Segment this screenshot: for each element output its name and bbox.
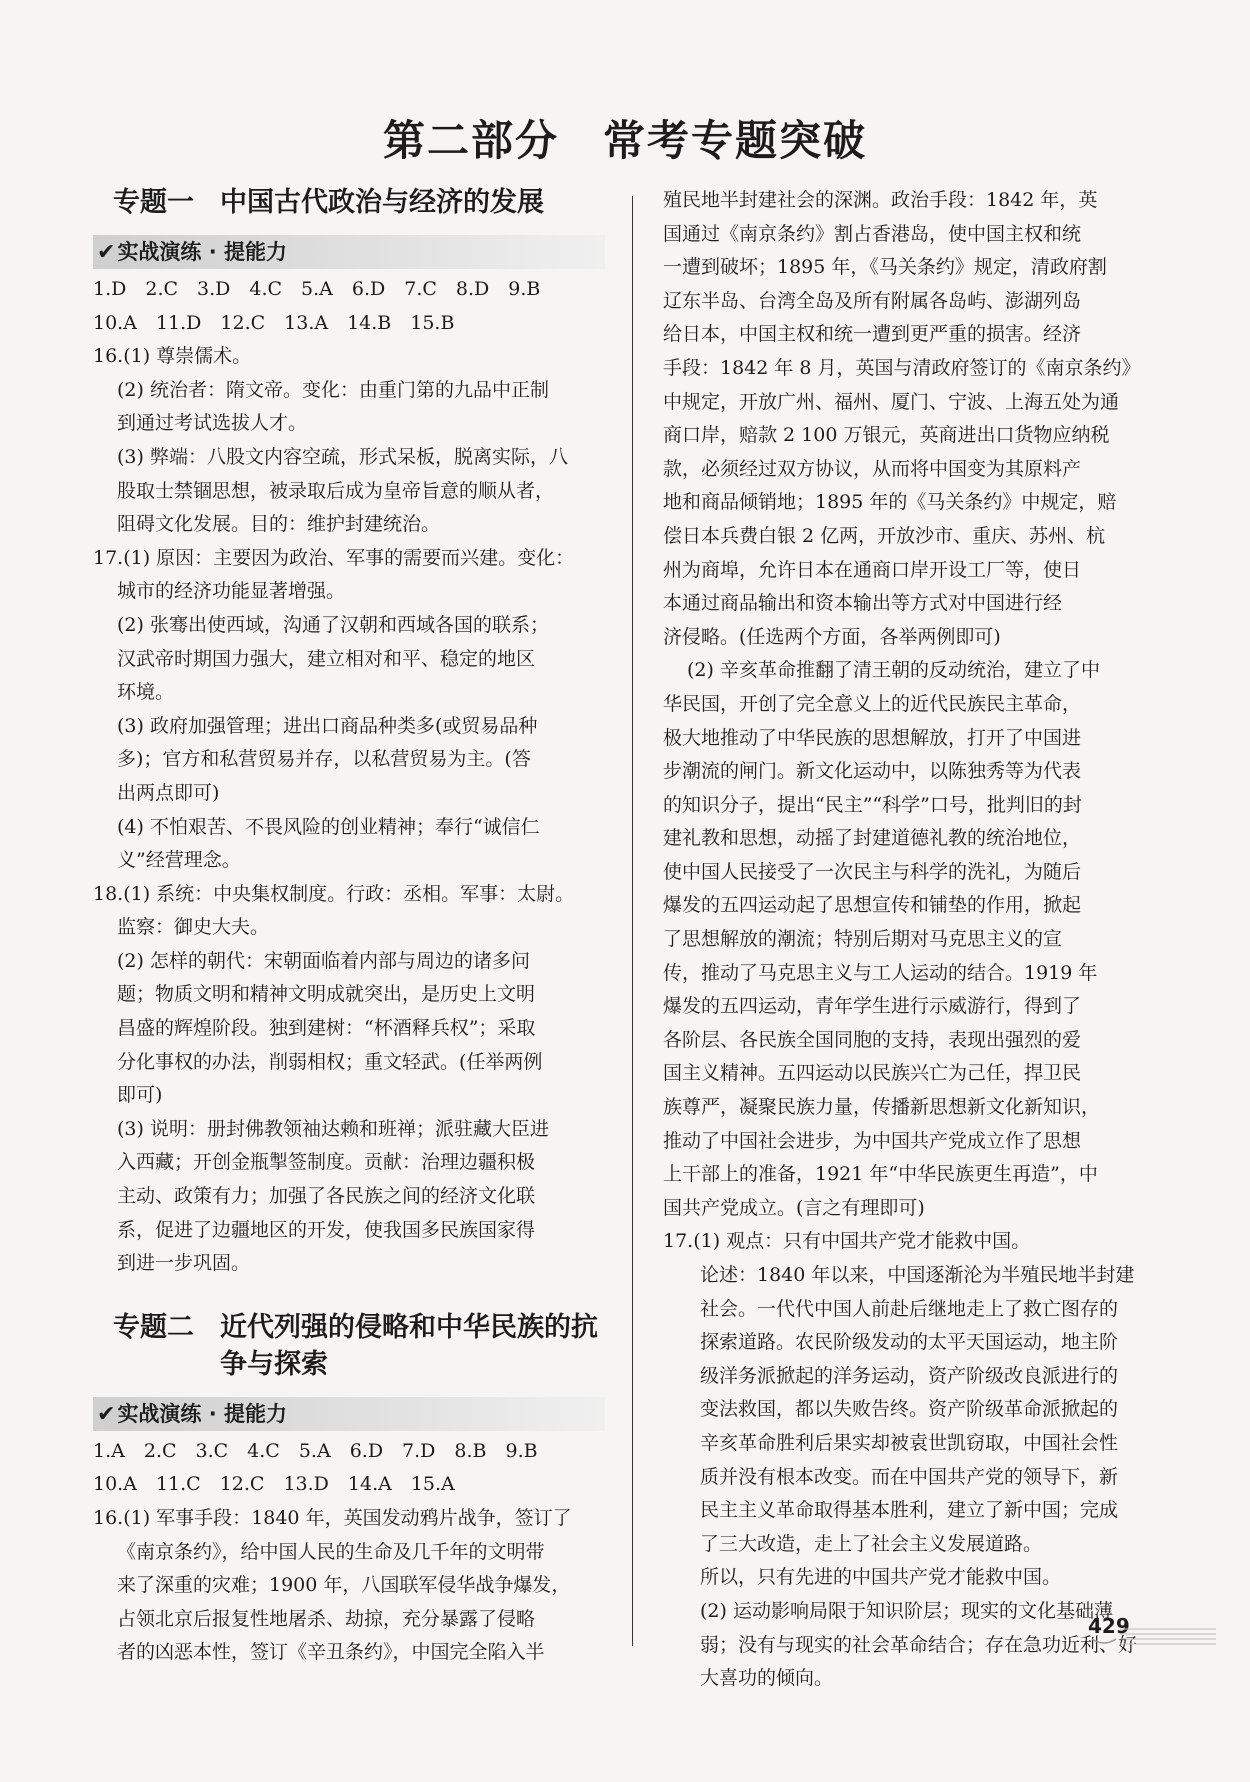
answer-line: 辛亥革命胜利后果实却被袁世凯窃取，中国社会性 — [700, 1431, 1119, 1454]
answer-line: 民主主义革命取得基本胜利，建立了新中国；完成 — [700, 1499, 1119, 1522]
check-icon: ✔ — [97, 240, 116, 265]
section-2-heading — [113, 1309, 605, 1383]
answer-line: 多)；官方和私营贸易并存，以私营贸易为主。(答 — [117, 748, 531, 771]
answer-line: 股取士禁锢思想，被录取后成为皇帝旨意的顺从者， — [117, 479, 555, 502]
answer-line: 本通过商品输出和资本输出等方式对中国进行经 — [663, 592, 1063, 615]
answer-line: 殖民地半封建社会的深渊。政治手段：1842 年，英 — [663, 189, 1098, 211]
answer-line: 城市的经济功能显著增强。 — [117, 580, 346, 603]
answer-line: 爆发的五四运动，青年学生进行示威游行，得到了 — [663, 995, 1082, 1018]
answer-line: 探索道路。农民阶级发动的太平天国运动，地主阶 — [700, 1331, 1119, 1354]
answer-line: 所以，只有先进的中国共产党才能救中国。 — [700, 1566, 1062, 1589]
answer-line: 爆发的五四运动起了思想宣传和铺垫的作用，掀起 — [663, 894, 1082, 917]
section-1-answers — [93, 273, 605, 1281]
answer-line: (2) 辛亥革命推翻了清王朝的反动统治，建立了中 — [687, 659, 1100, 682]
footer-decoration — [1090, 1625, 1218, 1647]
answer-line: 极大地推动了中华民族的思想解放，打开了中国进 — [663, 726, 1082, 749]
answer-line: 分化事权的办法，削弱相权；重文轻武。(任举两例 — [117, 1050, 543, 1073]
answer-line: 1.A 2.C 3.C 4.C 5.A 6.D 7.D 8.B 9.B — [93, 1439, 538, 1462]
answer-line: 大喜功的倾向。 — [700, 1667, 834, 1690]
answer-line: 传，推动了马克思主义与工人运动的结合。1919 年 — [663, 961, 1098, 984]
section-2-answers-continued — [663, 184, 1163, 1696]
answer-line: 17.(1) 原因：主要因为政治、军事的需要而兴建。变化： — [93, 546, 575, 569]
answer-line: 占领北京后报复性地屠杀、劫掠，充分暴露了侵略 — [117, 1607, 536, 1630]
page-title: 第二部分 常考专题突破 — [382, 116, 867, 165]
answer-line: 弱；没有与现实的社会革命结合；存在急功近利、好 — [700, 1633, 1138, 1656]
answer-line: 论述：1840 年以来，中国逐渐沦为半殖民地半封建 — [700, 1264, 1135, 1286]
answer-line: 义”经营理念。 — [117, 849, 241, 872]
answer-line: 国主义精神。五四运动以民族兴亡为己任，捍卫民 — [663, 1062, 1082, 1085]
answer-line: 者的凶恶本性，签订《辛丑条约》，中国完全陷入半 — [117, 1641, 545, 1664]
answer-line: 了三大改造，走上了社会主义发展道路。 — [700, 1532, 1043, 1555]
section-1-title: 中国古代政治与经济的发展 — [220, 187, 544, 218]
answer-line: 推动了中国社会进步，为中国共产党成立作了思想 — [663, 1129, 1082, 1152]
answer-line: 到通过考试选拔人才。 — [117, 412, 308, 435]
answer-line: 各阶层、各民族全国同胞的支持，表现出强烈的爱 — [663, 1028, 1082, 1051]
answer-line: 16.(1) 尊崇儒术。 — [93, 345, 252, 368]
answer-line: 到进一步巩固。 — [117, 1252, 251, 1275]
left-column — [93, 184, 605, 1670]
answer-line: (2) 运动影响局限于知识阶层；现实的文化基础薄 — [700, 1599, 1113, 1622]
answer-line: (3) 弊端：八股文内容空疏，形式呆板，脱离实际，八 — [117, 445, 568, 468]
answer-line: 监察：御史大夫。 — [117, 916, 270, 939]
answer-line: (4) 不怕艰苦、不畏风险的创业精神；奉行“诚信仁 — [117, 815, 540, 838]
section-1-number: 专题一 — [113, 187, 194, 218]
answer-line: 建礼教和思想，动摇了封建道德礼教的统治地位， — [663, 827, 1082, 850]
answer-line: (2) 怎样的朝代：宋朝面临着内部与周边的诸多问 — [117, 949, 530, 972]
section-1-banner-label: 实战演练 · 提能力 — [117, 240, 288, 264]
answer-line: 使中国人民接受了一次民主与科学的洗礼，为随后 — [663, 860, 1082, 883]
answer-line: 质并没有根本改变。而在中国共产党的领导下，新 — [700, 1465, 1119, 1488]
answer-line: 给日本，中国主权和统一遭到更严重的损害。经济 — [663, 323, 1082, 346]
section-1-practice-banner — [93, 235, 605, 269]
answer-line: 变法救国，都以失败告终。资产阶级革命派掀起的 — [700, 1398, 1119, 1421]
answer-line: 华民国，开创了完全意义上的近代民族民主革命， — [663, 692, 1082, 715]
answer-line: 10.A 11.D 12.C 13.A 14.B 15.B — [93, 311, 455, 334]
section-2-number: 专题二 — [113, 1311, 194, 1343]
answer-line: 《南京条约》，给中国人民的生命及几千年的文明带 — [117, 1540, 545, 1563]
answer-line: 系，促进了边疆地区的开发，使我国多民族国家得 — [117, 1218, 536, 1241]
answer-line: 辽东半岛、台湾全岛及所有附属各岛屿、澎湖列岛 — [663, 289, 1082, 312]
page-number: 429 — [1088, 1614, 1130, 1638]
section-2-banner-label: 实战演练 · 提能力 — [117, 1401, 288, 1426]
section-1-heading — [113, 184, 605, 221]
answer-line: 10.A 11.C 12.C 13.D 14.A 15.A — [93, 1473, 455, 1496]
column-divider — [632, 196, 633, 1646]
answer-line: 主动、政策有力；加强了各民族之间的经济文化联 — [117, 1185, 536, 1208]
answer-line: 州为商埠，允许日本在通商口岸开设工厂等，使日 — [663, 558, 1082, 581]
answer-line: 题；物质文明和精神文明成就突出，是历史上文明 — [117, 983, 536, 1006]
answer-line: 国通过《南京条约》割占香港岛，使中国主权和统 — [663, 222, 1082, 245]
answer-line: 款，必须经过双方协议，从而将中国变为其原料产 — [663, 457, 1082, 480]
answer-line: 步潮流的闸门。新文化运动中，以陈独秀等为代表 — [663, 760, 1082, 783]
answer-line: 商口岸，赔款 2 100 万银元，英商进出口货物应纳税 — [663, 424, 1110, 447]
answer-line: (3) 政府加强管理；进出口商品种类多(或贸易品种 — [117, 714, 538, 737]
check-icon: ✔ — [97, 1401, 116, 1427]
answer-line: 汉武帝时期国力强大，建立相对和平、稳定的地区 — [117, 647, 536, 670]
answer-line: 入西藏；开创金瓶掣签制度。贡献：治理边疆积极 — [117, 1151, 536, 1174]
answer-line: 1.D 2.C 3.D 4.C 5.A 6.D 7.C 8.D 9.B — [93, 278, 541, 300]
answer-line: 偿日本兵费白银 2 亿两，开放沙市、重庆、苏州、杭 — [663, 524, 1106, 547]
right-column — [663, 184, 1163, 1696]
answer-line: (2) 统治者：隋文帝。变化：由重门第的九品中正制 — [117, 378, 549, 401]
answer-line: 18.(1) 系统：中央集权制度。行政：丞相。军事：太尉。 — [93, 882, 575, 905]
answer-line: 了思想解放的潮流；特别后期对马克思主义的宣 — [663, 928, 1063, 951]
answer-line: 阻碍文化发展。目的：维护封建统治。 — [117, 513, 441, 536]
answer-line: 即可) — [117, 1084, 163, 1107]
section-2-title: 近代列强的侵略和中华民族的抗争与探索 — [220, 1311, 598, 1380]
section-2-practice-banner — [93, 1397, 605, 1431]
answer-line: 国共产党成立。(言之有理即可) — [663, 1196, 925, 1219]
answer-line: 中规定，开放广州、福州、厦门、宁波、上海五处为通 — [663, 390, 1120, 413]
answer-line: 环境。 — [117, 681, 175, 704]
answer-line: 族尊严，凝聚民族力量，传播新思想新文化新知识， — [663, 1096, 1101, 1119]
answer-line: 级洋务派掀起的洋务运动，资产阶级改良派进行的 — [700, 1364, 1119, 1387]
section-2-answers — [93, 1435, 605, 1670]
answer-line: 昌盛的辉煌阶段。独到建树：“杯酒释兵权”；采取 — [117, 1017, 536, 1040]
answer-line: 一遭到破坏；1895 年，《马关条约》规定，清政府割 — [663, 256, 1107, 279]
answer-line: 济侵略。(任选两个方面，各举两例即可) — [663, 625, 1001, 648]
answer-line: 的知识分子，提出“民主”“科学”口号，批判旧的封 — [663, 793, 1082, 816]
answer-line: 出两点即可) — [117, 781, 220, 804]
answer-line: 社会。一代代中国人前赴后继地走上了救亡图存的 — [700, 1297, 1119, 1320]
answer-line: (2) 张骞出使西域，沟通了汉朝和西域各国的联系； — [117, 613, 549, 636]
answer-line: 16.(1) 军事手段：1840 年，英国发动鸦片战争，签订了 — [93, 1507, 572, 1529]
answer-line: 地和商品倾销地；1895 年的《马关条约》中规定，赔 — [663, 491, 1117, 514]
answer-line: 来了深重的灾难；1900 年，八国联军侵华战争爆发， — [117, 1574, 571, 1597]
answer-line: 上干部上的准备，1921 年“中华民族更生再造”，中 — [663, 1163, 1098, 1186]
answer-line: (3) 说明：册封佛教领袖达赖和班禅；派驻藏大臣进 — [117, 1117, 549, 1140]
answer-line: 17.(1) 观点：只有中国共产党才能救中国。 — [663, 1230, 1031, 1253]
answer-line: 手段：1842 年 8 月，英国与清政府签订的《南京条约》 — [663, 356, 1141, 379]
